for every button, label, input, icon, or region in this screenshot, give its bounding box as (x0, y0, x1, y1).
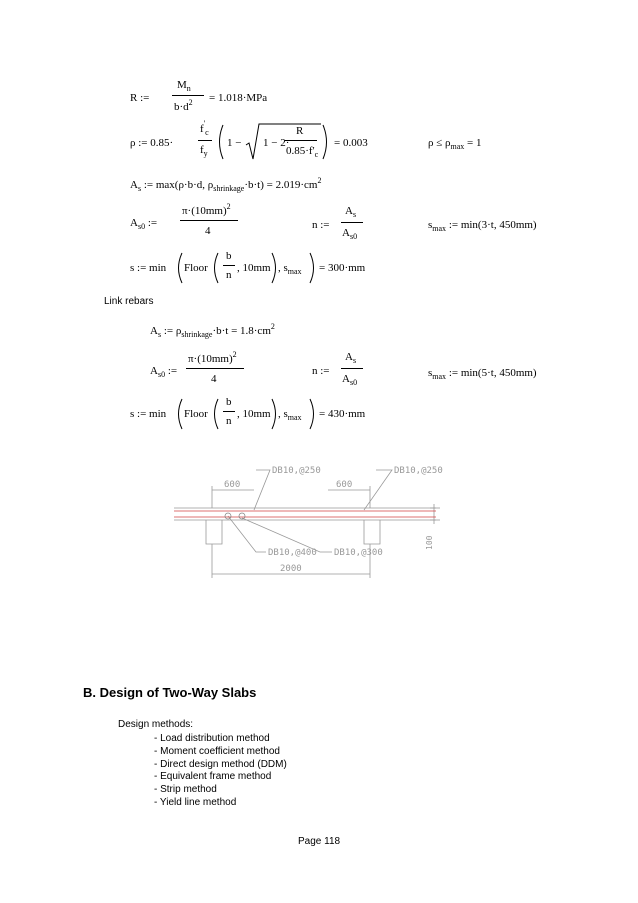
list-item: - Strip method (154, 784, 217, 796)
slab-section-drawing (170, 460, 450, 585)
list-item: - Load distribution method (154, 733, 270, 744)
eq-rho-inner-den: $0.85\cdot f'_c$ (286, 145, 319, 159)
label-2000: 2000 (280, 564, 302, 574)
label-db-top-left: DB10,@250 (272, 466, 321, 476)
eq-rho-fy: $f_y$ (200, 144, 208, 158)
eq-rho-lhs: ρ := 0.85· (130, 137, 174, 149)
equation-rho (130, 118, 368, 168)
eq-rho-one-minus: 1 − (227, 137, 242, 149)
equation-As0-main: $A_{s0}$ := $\pi\cdot(10mm)^2$ 4 (130, 204, 250, 242)
equation-smax-main: $s_{max}$ := min(3·t, 450mm) (428, 219, 537, 233)
design-methods-label: Design methods: (118, 719, 194, 730)
eq-R-lhs: R := (130, 92, 150, 104)
equation-R (130, 80, 290, 120)
equation-s-main: s := min Floor b n , 10mm , $s_{max}$ = 300·mm (130, 250, 366, 281)
equation-n-main: n := $A_s$ $A_{s0}$ (312, 206, 372, 244)
label-100: 100 (425, 535, 434, 550)
label-600-left: 600 (224, 480, 241, 490)
list-item: - Moment coefficient method (154, 745, 280, 757)
eq-rho-inner-bar (285, 140, 317, 141)
eq-As0-1-bar (180, 220, 238, 221)
eq-R-numerator: $M_n$ (177, 79, 191, 93)
eq-rho-left-paren (215, 124, 225, 160)
link-rebars-label: Link rebars (104, 296, 154, 307)
eq-As0-2-bar (186, 368, 244, 369)
eq-n-2-bar (341, 368, 363, 369)
eq-R-fraction-bar (172, 95, 204, 96)
label-db-top-right: DB10,@250 (394, 466, 443, 476)
eq-rho-R: R (296, 125, 304, 137)
eq-R-denominator: $b\cdot d^2$ (174, 98, 193, 113)
equation-s-link: s := min Floor b n , 10mm , $s_{max}$ = 430·mm (130, 396, 366, 427)
eq-s-2-bar (223, 411, 235, 412)
list-item: - Direct design method (DDM) (154, 758, 287, 770)
equation-As0-link: $A_{s0}$ := $\pi\cdot(10mm)^2$ 4 (150, 352, 270, 390)
equation-smax-link: $s_{max}$ := min(5·t, 450mm) (428, 367, 537, 381)
list-item: - Equivalent frame method (154, 771, 272, 783)
design-methods-list (154, 733, 287, 810)
label-db-bottom-right: DB10,@300 (334, 548, 383, 558)
rho-max-condition: $\rho \le \rho_{max} = 1$ (428, 137, 482, 151)
eq-n-1-bar (341, 222, 363, 223)
equation-n-link: n := $A_s$ $A_{s0}$ (312, 352, 372, 390)
eq-rho-fc: $f'_c$ (200, 119, 209, 137)
eq-s-1-bar (223, 265, 235, 266)
label-600-right: 600 (336, 480, 353, 490)
eq-rho-result: = 0.003 (334, 137, 368, 149)
eq-rho-inner: 1 − 2· (263, 137, 290, 149)
drawing-lines (174, 470, 440, 578)
section-heading: B. Design of Two-Way Slabs (83, 685, 257, 700)
label-db-bottom-left: DB10,@400 (268, 548, 317, 558)
list-item: - Yield line method (154, 796, 237, 808)
eq-rho-right-paren (321, 124, 331, 160)
equation-As-link: $A_s$ := $\rho_{shrinkage}\cdot b\cdot t = 1.8\cdot cm^2$ (150, 322, 275, 339)
rebar-lines (174, 511, 436, 517)
eq-R-result: = 1.018·MPa (209, 92, 268, 104)
eq-rho-fraction-bar (198, 140, 212, 141)
page-number: Page 118 (298, 836, 341, 847)
equation-As-main: $A_s$ := max(ρ·b·d, $\rho_{shrinkage}\cdot b\cdot t) = 2.019\cdot cm^2$ (130, 176, 322, 193)
